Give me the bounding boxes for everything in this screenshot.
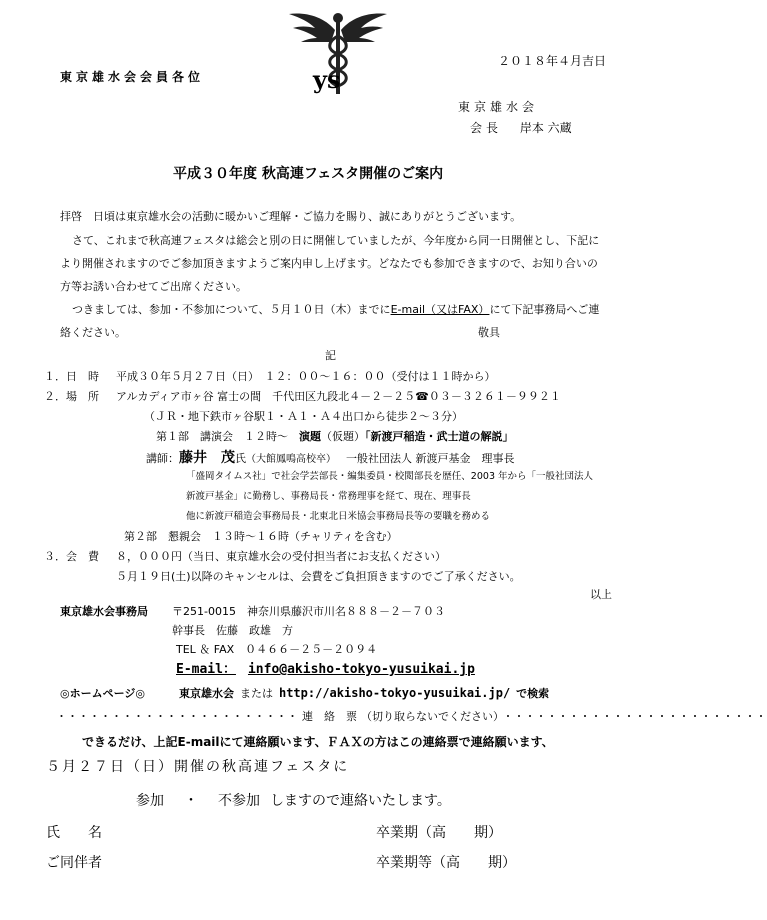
ijou: 以上 xyxy=(590,588,612,601)
companion-grad-field-label[interactable]: 卒業期等（高 期） xyxy=(376,855,516,871)
office-address: 〒251-0015 神奈川県藤沢市川名８８８－２－７０３ xyxy=(172,605,445,618)
paragraph-3-line-1 xyxy=(72,301,599,317)
item-1-value: 平成３０年５月２７日（日） １２：００〜１６：００（受付は１１時から） xyxy=(116,370,496,383)
paragraph-2-line-3: 方等お誘い合わせてご出席ください。 xyxy=(60,280,247,293)
lecturer-honorific: 氏 xyxy=(235,452,246,465)
paragraph-3-line-2: 絡ください。 xyxy=(60,326,126,339)
event-line: ５月２７日（日）開催の秋高連フェスタに xyxy=(46,759,350,775)
paragraph-2-line-1: さて、これまで秋高連フェスタは総会と別の日に開催していましたが、今年度から同一日開催とし、下記に xyxy=(72,234,600,247)
ki-heading: 記 xyxy=(325,349,336,362)
bio-line-2: 新渡戸基金」に勤務し、事務局長・常務理事を経て、現在、理事長 xyxy=(186,491,471,502)
homepage-search-suffix: で検索 xyxy=(516,687,550,700)
office-tel-fax: TEL ＆ FAX ０４６６－２５－２０９４ xyxy=(176,643,378,656)
homepage-url[interactable]: http://akisho-tokyo-yusuikai.jp/ xyxy=(278,686,511,700)
dots-left: ・・・・・・・・・・・・・・・・・・・・・・ xyxy=(56,710,298,723)
lecturer-affiliation: 一般社団法人 新渡戸基金 理事長 xyxy=(346,452,515,465)
part-2-line: 第２部 懇親会 １３時〜１６時（チャリティを含む） xyxy=(124,530,398,543)
form-instruction: できるだけ、上記E-mailにて連絡願います、ＦＡＸの方はこの連絡票で連絡願います、 xyxy=(82,735,554,749)
cut-note: （切り取らないでください） xyxy=(361,710,499,723)
item-2-value: アルカディア市ヶ谷 富士の間 千代田区九段北４－２－２５☎０３－３２６１－９９２１ xyxy=(116,390,561,403)
lecture-kari: （仮題） xyxy=(321,430,365,443)
not-attend-option[interactable]: 不参加 xyxy=(218,793,260,809)
sender-org: 東京雄水会 xyxy=(458,100,539,114)
item-3-value: ８，０００円（当日、東京雄水会の受付担当者にお支払ください） xyxy=(116,550,446,563)
homepage-or: または xyxy=(239,687,273,700)
item-2-access: （ＪＲ・地下鉄市ヶ谷駅１・Ａ１・Ａ４出口から徒歩２〜３分） xyxy=(144,410,463,423)
office-email-link[interactable]: info@akisho-tokyo-yusuikai.jp xyxy=(247,662,475,677)
dots-right: ・・・・・・・・・・・・・・・・・・・・・・・・ xyxy=(502,710,767,723)
lecturer-line xyxy=(146,447,515,467)
option-separator: ・ xyxy=(184,793,198,809)
bio-line-1: 「盛岡タイムス社」で社会学芸部長・編集委員・校閲部長を歴任、2003 年から「一般社団法人 xyxy=(186,471,594,482)
part-1-label: 第１部 講演会 １２時〜 xyxy=(156,430,299,443)
paragraph-2-line-2: より開催されますのでご参加頂きますようご案内申し上げます。どなたでも参加できますので、お知り合いの xyxy=(60,257,598,270)
homepage-org: 東京雄水会 xyxy=(178,687,234,700)
emblem-lettering: ys xyxy=(313,65,341,94)
grad-year-field-label[interactable]: 卒業期（高 期） xyxy=(376,825,502,841)
sender-name: 岸本 六蔵 xyxy=(519,121,572,135)
bio-line-3: 他に新渡戸稲造会事務局長・北東北日米協会事務局長等の要職を務める xyxy=(186,511,491,522)
closing-keigu: 敬具 xyxy=(478,326,500,339)
sender-line xyxy=(470,119,572,136)
homepage-label: ◎ホームページ◎ xyxy=(60,687,145,700)
lecturer-school: （大館鳳鳴高校卒） xyxy=(246,454,336,465)
attendance-line xyxy=(136,790,451,810)
page-title: 平成３０年度 秋高連フェスタ開催のご案内 xyxy=(173,166,444,182)
office-email-line xyxy=(176,658,475,677)
attend-option[interactable]: 参加 xyxy=(136,793,164,809)
sender-title: 会長 xyxy=(470,121,503,135)
name-field-label[interactable]: 氏 名 xyxy=(46,825,102,841)
item-1-label: １．日 時 xyxy=(44,370,99,383)
lecture-title-label: 演題 xyxy=(299,430,321,443)
lecturer-name: 藤井 茂 xyxy=(179,450,235,466)
office-name: 東京雄水会事務局 xyxy=(60,605,148,618)
paragraph-3-text-end: にて下記事務局へご連 xyxy=(489,303,600,316)
email-label: E-mail： xyxy=(176,662,236,677)
lecturer-label: 講師： xyxy=(146,452,179,465)
part-1-line xyxy=(156,428,514,444)
greeting-paragraph: 拝啓 日頃は東京雄水会の活動に暖かいご理解・ご協力を賜り、誠にありがとうございます。 xyxy=(60,210,522,223)
caduceus-emblem-icon xyxy=(283,8,393,96)
item-2-label: ２．場 所 xyxy=(44,390,99,403)
email-fax-link[interactable]: E-mail（又はFAX） xyxy=(390,303,490,316)
cut-title: 連 絡 票 xyxy=(302,710,357,723)
attend-suffix: しますので連絡いたします。 xyxy=(270,793,451,809)
cancellation-note: ５月１９日(土)以降のキャンセルは、会費をご負担頂きますのでご了承ください。 xyxy=(116,570,521,583)
homepage-line xyxy=(60,685,549,701)
lecture-title: 「新渡戸稲造・武士道の解説」 xyxy=(365,430,514,443)
issue-date: ２０１８年４月吉日 xyxy=(498,54,607,68)
recipient: 東京雄水会会員各位 xyxy=(60,70,205,84)
companion-field-label[interactable]: ご同伴者 xyxy=(46,855,102,871)
office-contact-person: 幹事長 佐藤 政雄 方 xyxy=(172,624,293,637)
cut-line xyxy=(56,708,767,724)
paragraph-3-text: つきましては、参加・不参加について、５月１０日（木）までに xyxy=(72,303,391,316)
item-3-label: ３．会 費 xyxy=(44,550,99,563)
